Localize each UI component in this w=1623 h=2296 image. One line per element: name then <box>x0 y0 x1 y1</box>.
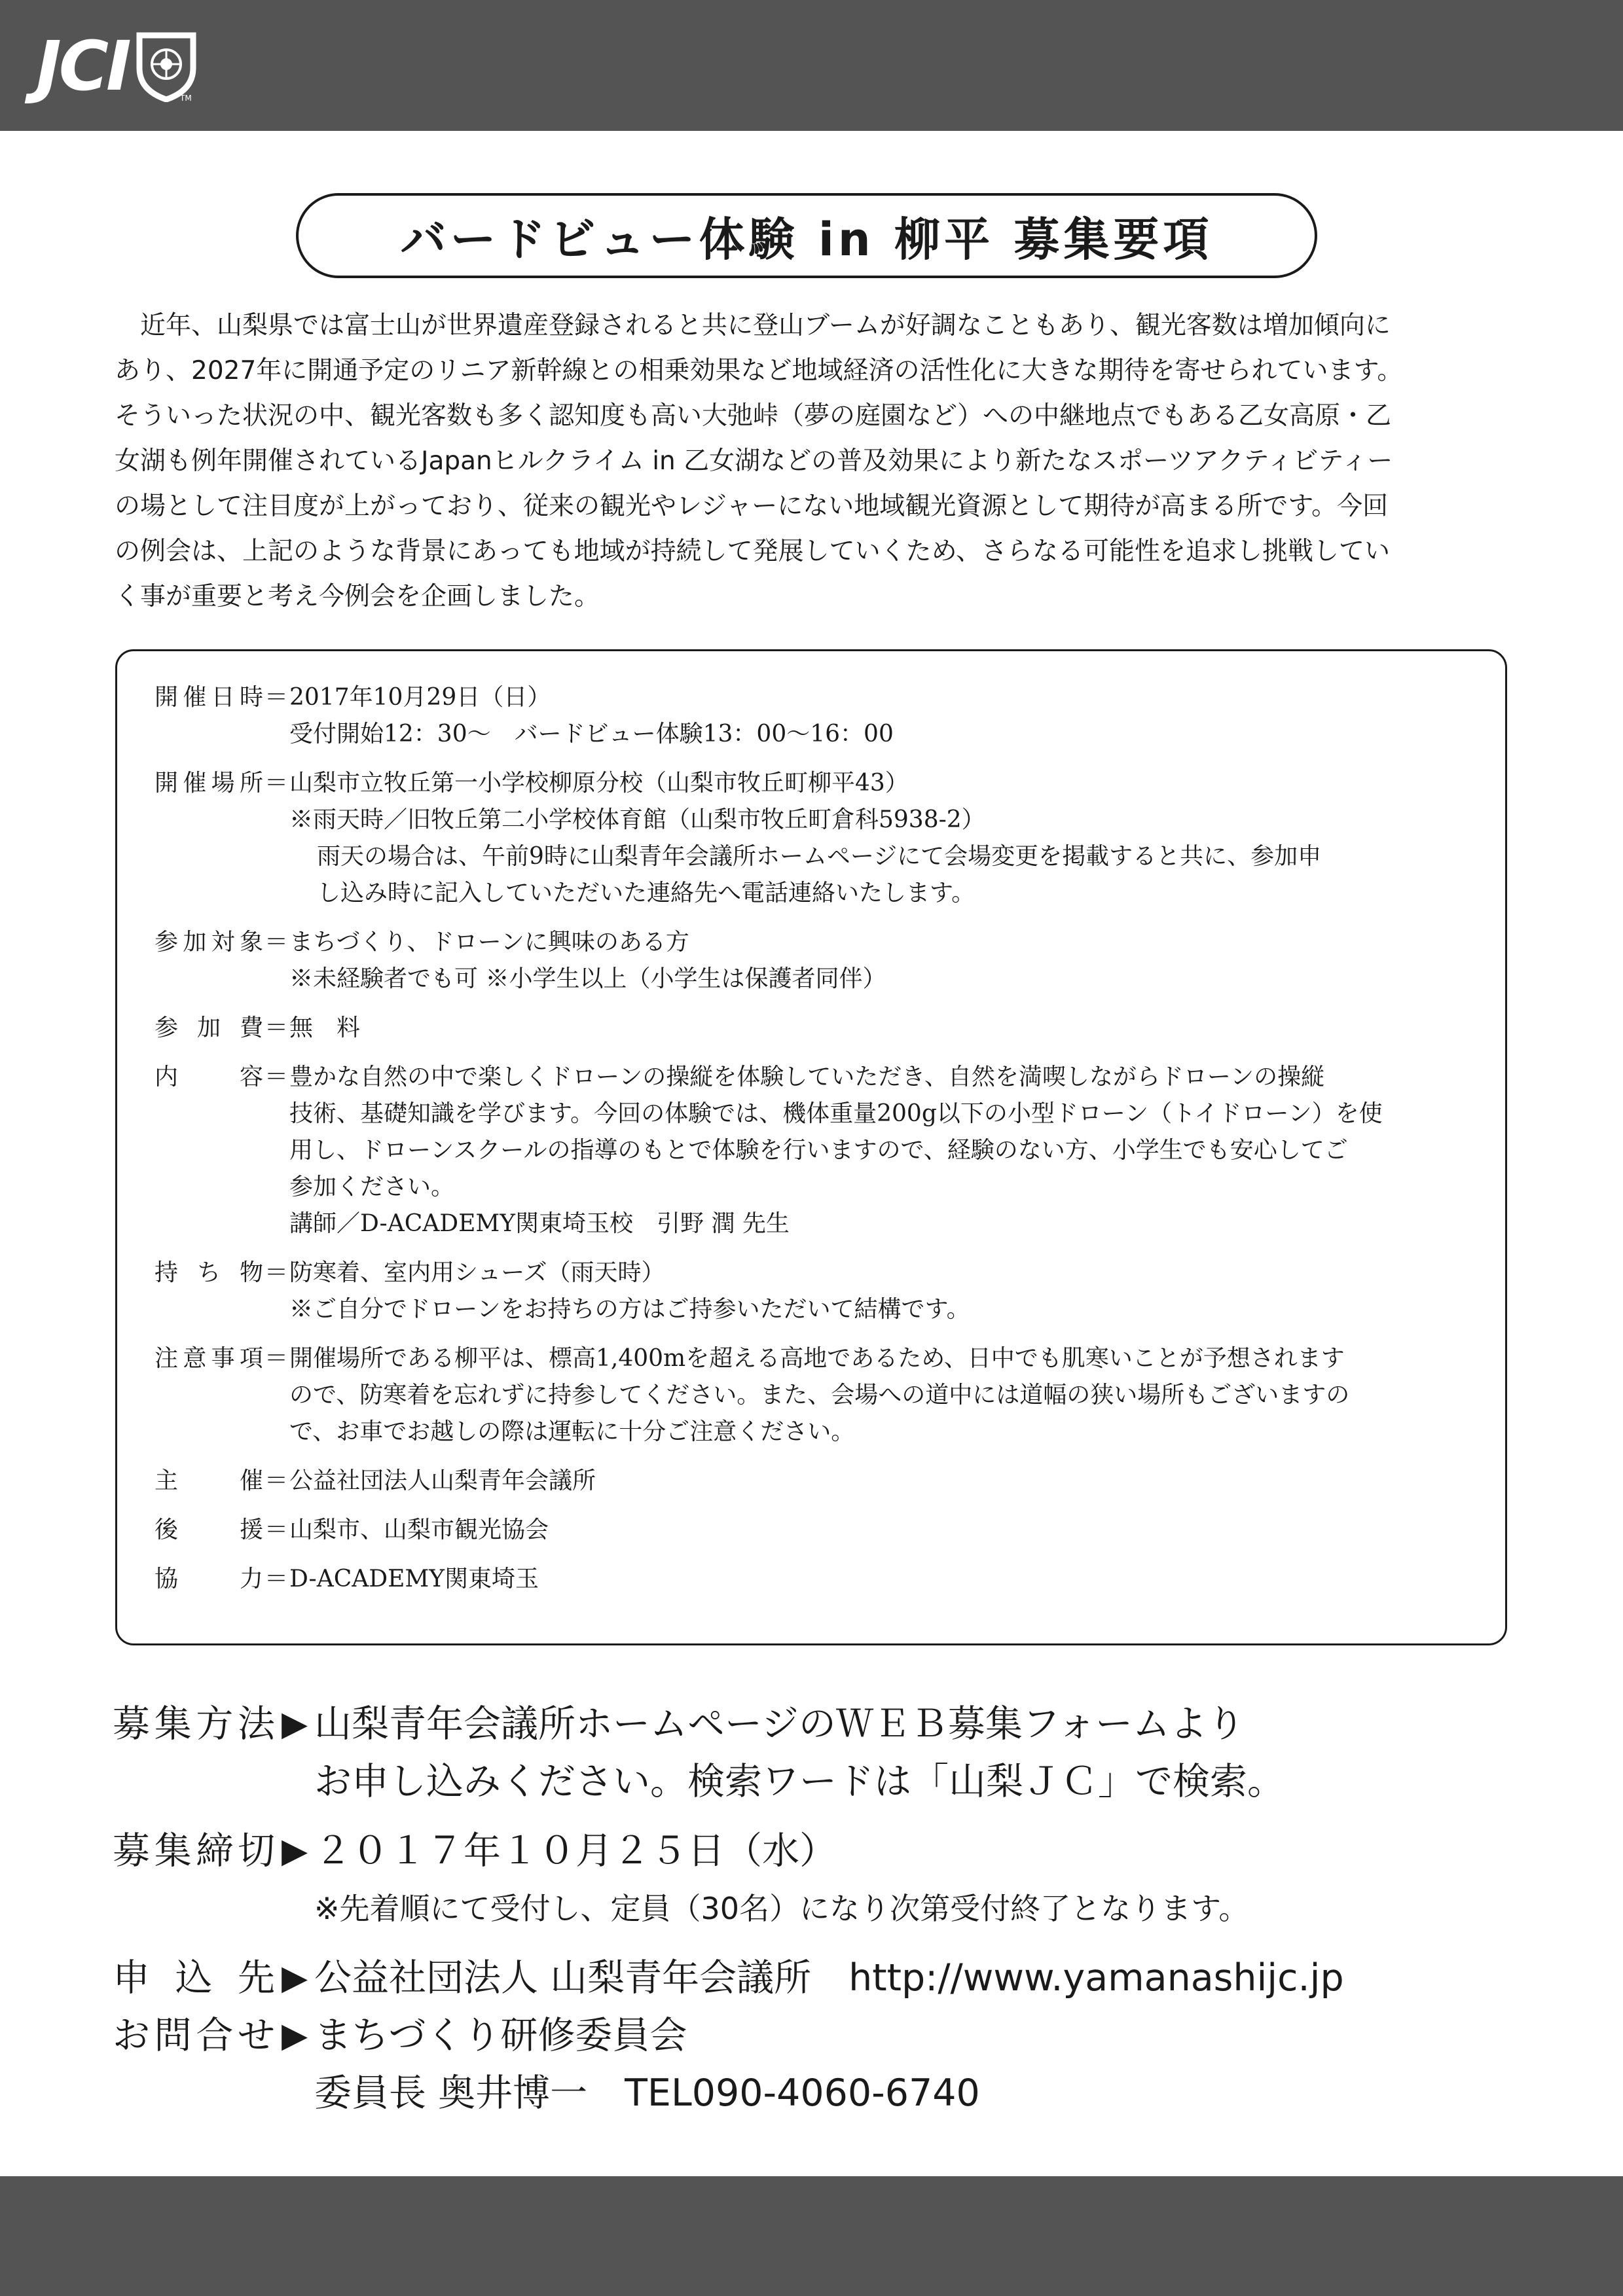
arrow-icon: ▶ <box>282 1831 308 1871</box>
jci-shield-icon <box>134 30 198 102</box>
detail-sub: 技術、基礎知識を学びます。今回の体験では、機体重量200g以下の小型ドローン（トイドローン）を使 <box>289 1100 1383 1127</box>
detail-sub: ので、防寒着を忘れずに持参してください。また、会場への道中には道幅の狭い場所もございますの <box>289 1382 1350 1408</box>
intro-line: く事が重要と考え今例会を企画しました。 <box>115 582 600 611</box>
recruit-contact <box>113 2007 1553 2122</box>
detail-content: 内 容 ＝ 豊かな自然の中で楽しくドローンの操縦を体験していただき、自然を満喫しながらドローンの操縦 技術、基礎知識を学びます。今回の体験では、機体重量200g以下の小型ドローン（トイドローン）を使 用し、ドローンスクールの指導のもとで体験を行いますので、経験のない方、小学生でも安心してご 参加ください。 講師／D-ACADEMY関東埼玉校 引野 潤 先生 <box>155 1059 1477 1242</box>
recruit-value: 公益社団法人 山梨青年会議所 http://www.yamanashijc.jp <box>314 1956 1344 2000</box>
recruit-apply <box>113 1949 1553 2007</box>
intro-line: 女湖も例年開催されているJapanヒルクライム in 乙女湖などの普及効果により新たなスポーツアクティビティー <box>115 446 1393 476</box>
recruit-deadline <box>113 1822 1553 1937</box>
recruit-label: お 問 合 せ <box>113 2014 275 2057</box>
recruit-value: まちづくり研修委員会 <box>314 2014 687 2057</box>
detail-support: 後 援 ＝ 山梨市、山梨市観光協会 <box>155 1512 1477 1549</box>
detail-value: まちづくり、ドローンに興味のある方 <box>289 929 689 956</box>
detail-belongings: 持 ち 物 ＝ 防寒着、室内用シューズ（雨天時） ※ご自分でドローンをお持ちの方はご持参いただいて結構です。 <box>155 1255 1477 1328</box>
detail-notes: 注 意 事 項 ＝ 開催場所である柳平は、標高1,400mを超える高地であるため、日中でも肌寒いことが予想されます ので、防寒着を忘れずに持参してください。また、会場への道中には道幅の狭い場所もございますの で、お車でお越しの際は運転に十分ご注意ください。 <box>155 1340 1477 1450</box>
detail-sub: で、お車でお越しの際は運転に十分ご注意ください。 <box>289 1418 855 1445</box>
intro-line: 近年、山梨県では富士山が世界遺産登録されると共に登山ブームが好調なこともあり、観光客数は増加傾向に <box>115 311 1391 340</box>
event-details <box>155 679 1477 1610</box>
recruit-label: 募 集 締 切 <box>113 1829 275 1873</box>
detail-sub: 用し、ドローンスクールの指導のもとで体験を行いますので、経験のない方、小学生でも安心してご <box>289 1137 1348 1164</box>
detail-cooperation: 協 力 ＝ D-ACADEMY関東埼玉 <box>155 1561 1477 1598</box>
detail-value: 防寒着、室内用シューズ（雨天時） <box>289 1259 665 1286</box>
intro-paragraph <box>115 303 1509 619</box>
detail-value: D-ACADEMY関東埼玉 <box>289 1566 539 1592</box>
detail-sub: 受付開始12：30～ バードビュー体験13：00～16：00 <box>289 721 894 747</box>
detail-value: 豊かな自然の中で楽しくドローンの操縦を体験していただき、自然を満喫しながらドローンの操縦 <box>289 1064 1325 1090</box>
recruit-value: 山梨青年会議所ホームページのＷＥＢ募集フォームより <box>314 1702 1245 1746</box>
detail-value: 山梨市立牧丘第一小学校柳原分校（山梨市牧丘町柳平43） <box>289 770 909 797</box>
detail-label: 開 催 日 時 <box>155 684 263 711</box>
header-bar <box>0 0 1623 131</box>
intro-line: の場として注目度が上がっており、従来の観光やレジャーにない地域観光資源として期待が高まる所です。今回 <box>115 492 1389 521</box>
detail-date: 開 催 日 時 ＝ 2017年10月29日（日） 受付開始12：30～ バードビュー体験13：00～16：00 <box>155 679 1477 753</box>
detail-label: 内 容 <box>155 1064 263 1090</box>
detail-note: 雨天の場合は、午前9時に山梨青年会議所ホームページにて会場変更を掲載すると共に、参加申 <box>317 843 1322 870</box>
recruit-value: お申し込みください。検索ワードは「山梨ＪＣ」で検索。 <box>314 1760 1285 1803</box>
detail-value: 公益社団法人山梨青年会議所 <box>289 1467 596 1494</box>
detail-organizer: 主 催 ＝ 公益社団法人山梨青年会議所 <box>155 1463 1477 1499</box>
recruit-method <box>113 1695 1553 1810</box>
detail-note: し込み時に記入していただいた連絡先へ電話連絡いたします。 <box>317 880 976 906</box>
trademark-mark: TM <box>179 94 192 102</box>
arrow-icon: ▶ <box>282 1958 308 1998</box>
jci-logo <box>36 26 198 106</box>
detail-label: 開 催 場 所 <box>155 770 263 797</box>
detail-label: 参 加 対 象 <box>155 929 263 956</box>
page-title: バードビュー体験 in 柳平 募集要項 <box>400 212 1213 266</box>
logo-text: JCI <box>36 26 129 106</box>
detail-sub: 参加ください。 <box>289 1174 455 1200</box>
detail-sub: ※雨天時／旧牧丘第二小学校体育館（山梨市牧丘町倉科5938-2） <box>289 806 985 833</box>
arrow-icon: ▶ <box>282 2016 308 2055</box>
recruit-value: ２０１７年１０月２５日（水） <box>314 1829 837 1873</box>
detail-sub: ※未経験者でも可 ※小学生以上（小学生は保護者同伴） <box>289 965 886 992</box>
recruit-note: ※先着順にて受付し、定員（30名）になり次第受付終了となります。 <box>314 1891 1249 1926</box>
detail-value: 2017年10月29日（日） <box>289 684 551 711</box>
title-box <box>296 193 1317 278</box>
detail-label: 参 加 費 <box>155 1014 263 1041</box>
detail-label: 持 ち 物 <box>155 1259 263 1286</box>
detail-instructor: 講師／D-ACADEMY関東埼玉校 引野 潤 先生 <box>289 1210 790 1237</box>
detail-target: 参 加 対 象 ＝ まちづくり、ドローンに興味のある方 ※未経験者でも可 ※小学生以上（小学生は保護者同伴） <box>155 924 1477 997</box>
arrow-icon: ▶ <box>282 1704 308 1744</box>
intro-line: そういった状況の中、観光客数も多く認知度も高い大弛峠（夢の庭園など）への中継地点でもある乙女高原・乙 <box>115 401 1392 431</box>
detail-value: 無 料 <box>289 1014 361 1041</box>
detail-fee: 参 加 費 ＝ 無 料 <box>155 1010 1477 1047</box>
detail-label: 後 援 <box>155 1516 263 1543</box>
detail-value: 開催場所である柳平は、標高1,400mを超える高地であるため、日中でも肌寒いことが予想されます <box>289 1345 1345 1372</box>
footer-bar <box>0 2176 1623 2296</box>
detail-label: 注 意 事 項 <box>155 1345 263 1372</box>
intro-line: あり、2027年に開通予定のリニア新幹線との相乗効果など地域経済の活性化に大きな期待を寄せられています。 <box>115 356 1403 386</box>
detail-value: 山梨市、山梨市観光協会 <box>289 1516 549 1543</box>
recruit-value: 委員長 奥井博一 TEL090-4060-6740 <box>314 2072 980 2115</box>
detail-sub: ※ご自分でドローンをお持ちの方はご持参いただいて結構です。 <box>289 1296 970 1323</box>
intro-line: の例会は、上記のような背景にあっても地域が持続して発展していくため、さらなる可能性を追求し挑戦してい <box>115 537 1391 566</box>
detail-label: 協 力 <box>155 1566 263 1592</box>
detail-label: 主 催 <box>155 1467 263 1494</box>
recruit-label: 申 込 先 <box>113 1956 275 2000</box>
recruit-label: 募 集 方 法 <box>113 1702 275 1746</box>
recruitment-info <box>113 1695 1553 2122</box>
detail-venue: 開 催 場 所 ＝ 山梨市立牧丘第一小学校柳原分校（山梨市牧丘町柳平43） ※雨天時／旧牧丘第二小学校体育館（山梨市牧丘町倉科5938-2） 雨天の場合は、午前9時に山梨青年会議所ホームページにて会場変更を掲載すると共に、参加申 し込み時に記入していただいた連絡先へ電話連絡いたします。 <box>155 765 1477 912</box>
